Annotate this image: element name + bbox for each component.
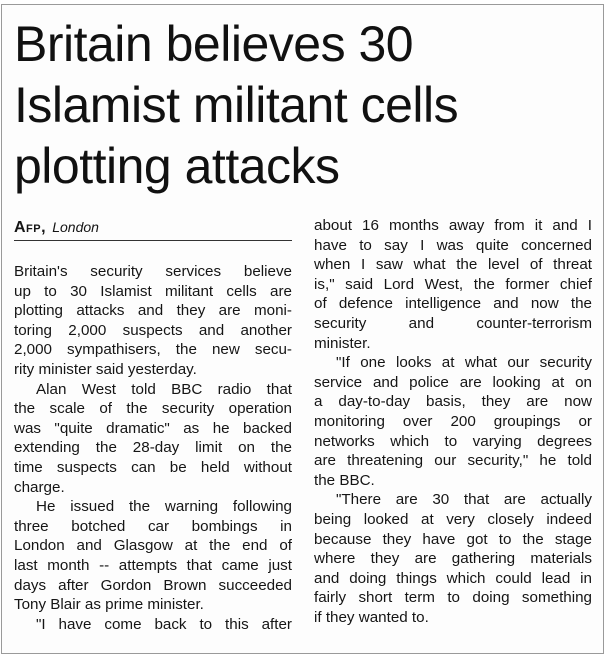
text-line: security and counter-terrorism bbox=[314, 314, 592, 332]
text-line: up to 30 Islamist militant cells are bbox=[14, 282, 292, 300]
text-line: last month -- attempts that came just bbox=[14, 556, 292, 574]
text-line: being looked at very closely indeed bbox=[314, 510, 592, 528]
paragraph bbox=[314, 490, 592, 627]
headline bbox=[14, 14, 594, 197]
text-line: extending the 28-day limit on the bbox=[14, 439, 292, 457]
headline-line: Islamist militant cells bbox=[14, 77, 459, 133]
text-line: service and police are looking at on bbox=[314, 373, 592, 391]
text-line: three botched car bombings in bbox=[14, 517, 292, 535]
text-line: if they wanted to. bbox=[314, 608, 429, 626]
text-line: Tony Blair as prime minister. bbox=[14, 596, 204, 614]
text-line: of defence intelligence and now the bbox=[314, 295, 592, 313]
text-line: because they have got to the stage bbox=[314, 530, 592, 548]
text-line: minister. bbox=[314, 334, 371, 352]
text-line: "There are 30 that are actually bbox=[336, 491, 592, 509]
paragraph bbox=[314, 216, 592, 353]
text-line: 2,000 sympathisers, the new secu- bbox=[14, 341, 292, 359]
text-line: was "quite dramatic" as he backed bbox=[14, 419, 292, 437]
text-line: toring 2,000 suspects and another bbox=[14, 321, 292, 339]
paragraph bbox=[14, 380, 292, 498]
paragraph bbox=[314, 353, 592, 490]
text-line: and doing things which could lead in bbox=[314, 569, 592, 587]
text-line: the scale of the security operation bbox=[14, 400, 292, 418]
byline bbox=[14, 216, 292, 244]
text-line: time suspects can be held without bbox=[14, 458, 292, 476]
text-line: "I have come back to this after bbox=[36, 615, 292, 633]
text-line: about 16 months away from it and I bbox=[314, 217, 592, 234]
text-line: when I saw what the level of threat bbox=[314, 256, 592, 274]
text-line: monitoring over 200 groupings or bbox=[314, 412, 592, 430]
text-line: a day-to-day basis, they are now bbox=[314, 393, 592, 411]
headline-line: plotting attacks bbox=[14, 138, 340, 194]
text-line: "If one looks at what our security bbox=[336, 354, 592, 372]
text-line: networks which to varying degrees bbox=[314, 432, 592, 450]
left-column bbox=[14, 216, 292, 634]
byline-agency: Afp, bbox=[14, 219, 47, 236]
text-line: days after Gordon Brown succeeded bbox=[14, 576, 292, 594]
spacer bbox=[14, 244, 292, 262]
paragraph bbox=[14, 497, 292, 615]
headline-line: Britain believes 30 bbox=[14, 16, 414, 72]
text-line: is," said Lord West, the former chief bbox=[314, 275, 592, 293]
text-line: Alan West told BBC radio that bbox=[36, 380, 292, 398]
text-line: charge. bbox=[14, 478, 65, 496]
text-line: where they are gathering materials bbox=[314, 550, 592, 568]
text-line: have to say I was quite concerned bbox=[314, 236, 592, 254]
byline-city: London bbox=[52, 219, 99, 235]
text-line: Britain's security services believe bbox=[14, 263, 292, 280]
right-column bbox=[314, 216, 592, 627]
byline-rule bbox=[14, 240, 292, 241]
text-line: London and Glasgow at the end of bbox=[14, 537, 292, 555]
text-line: the BBC. bbox=[314, 471, 375, 489]
paragraph bbox=[14, 262, 292, 380]
text-line: plotting attacks and they are moni- bbox=[14, 302, 292, 320]
text-line: He issued the warning following bbox=[36, 498, 292, 516]
text-line: fairly short term to doing something bbox=[314, 589, 592, 607]
text-line: are threatening our security," he told bbox=[314, 452, 592, 470]
text-line: rity minister said yesterday. bbox=[14, 360, 197, 378]
paragraph bbox=[14, 615, 292, 635]
